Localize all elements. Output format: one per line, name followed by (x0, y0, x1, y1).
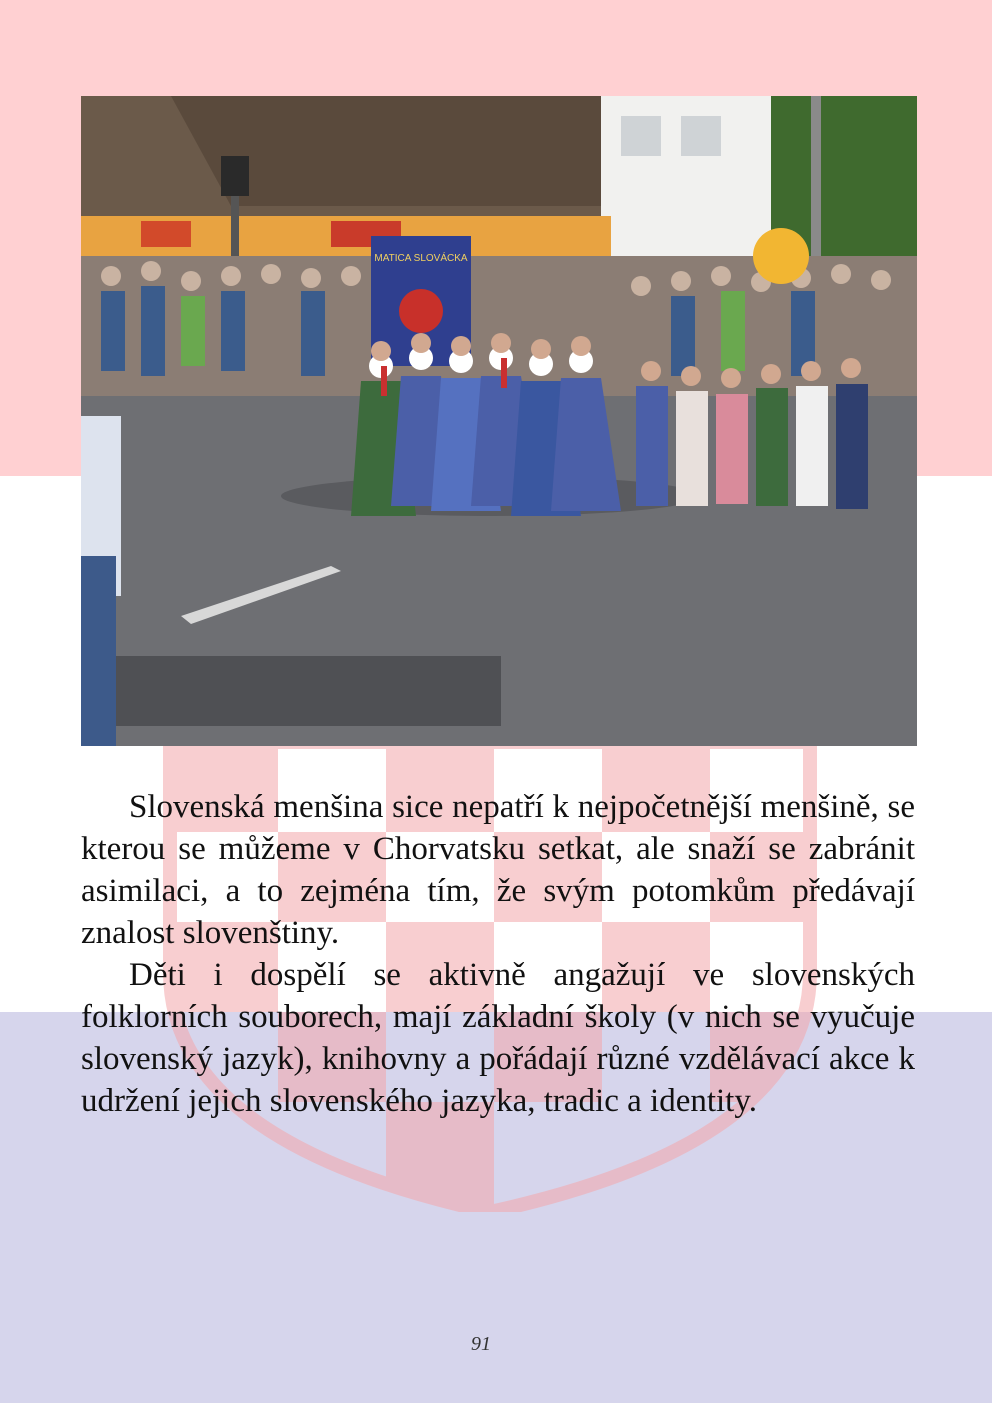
paragraph-1: Slovenská menšina sice nepatří k nejpočetnější menšině, se kterou se můžeme v Chorvatsku setkat, ale snaží se zabránit asimilaci, a to zejména tím, že svým potomkům předávají znalost slovenštiny. (81, 789, 915, 951)
folk-dancers-photo (81, 96, 917, 746)
body-text (81, 786, 915, 1122)
photo-illustration (81, 96, 917, 746)
page-number: 91 (471, 1333, 491, 1355)
banner-text: MATICA SLOVÁCKA (374, 253, 468, 264)
paragraph-2: Děti i dospělí se aktivně angažují ve slovenských folklorních souborech, mají základní školy (v nich se vyučuje slovenský jazyk), knihovny a pořádají různé vzdělávací akce k udržení jejich slovenského jazyka, tradic a identity. (81, 957, 915, 1119)
